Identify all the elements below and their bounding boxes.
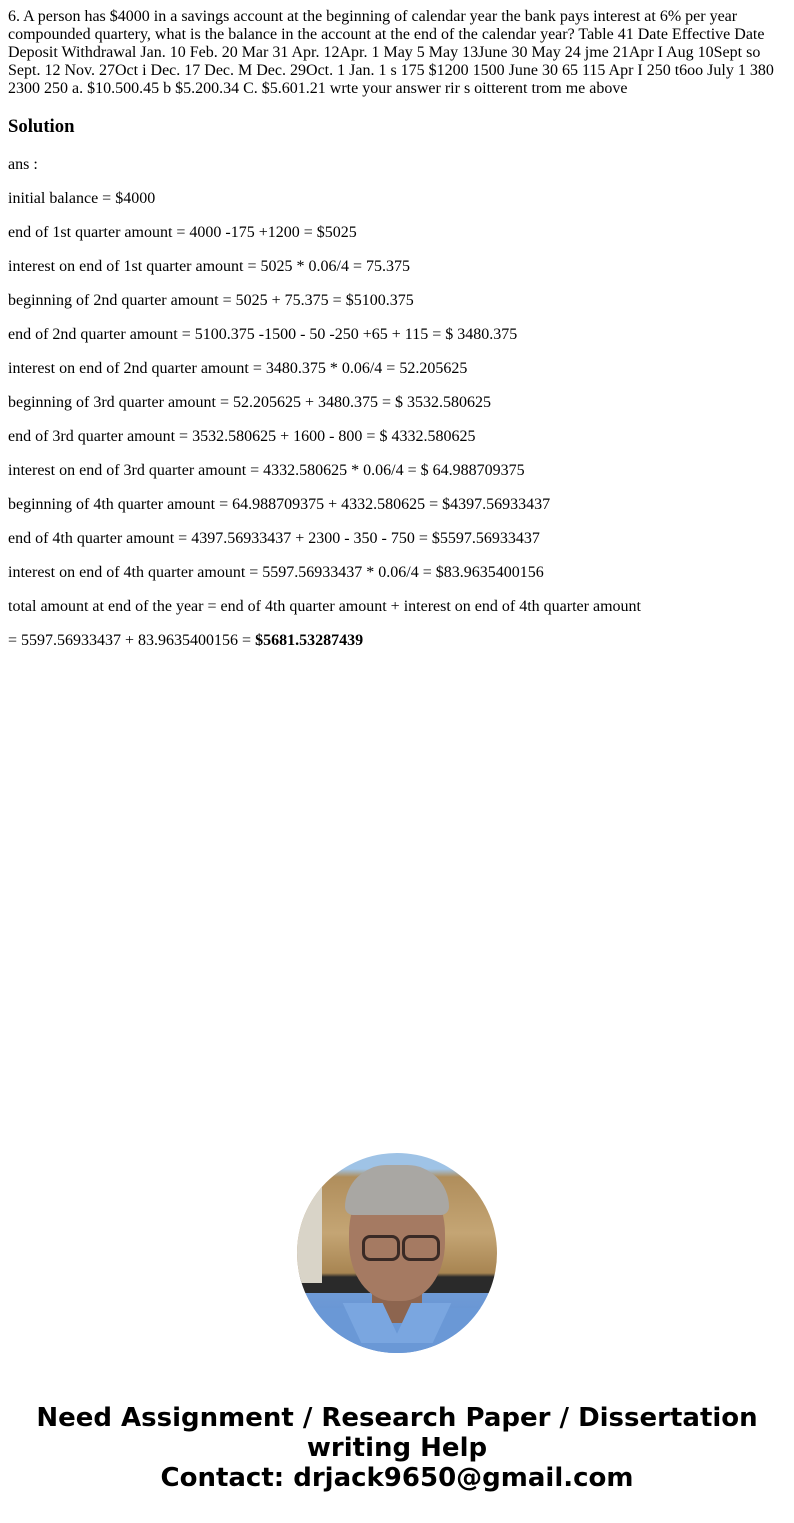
solution-heading: Solution xyxy=(8,116,75,137)
solution-line: beginning of 3rd quarter amount = 52.205625 + 3480.375 = $ 3532.580625 xyxy=(8,394,492,411)
solution-line: ans : xyxy=(8,156,38,173)
footer-contact: Contact: drjack9650@gmail.com xyxy=(160,1463,634,1493)
final-answer-line xyxy=(8,632,786,650)
glasses-lens-right xyxy=(402,1235,440,1261)
final-answer: $5681.53287439 xyxy=(255,632,364,649)
solution-line: interest on end of 1st quarter amount = 5025 * 0.06/4 = 75.375 xyxy=(8,258,410,275)
document-content xyxy=(0,0,794,650)
avatar xyxy=(297,1153,497,1353)
footer-line-1: Need Assignment / Research Paper / Dissertation xyxy=(36,1403,758,1433)
footer-line-2: writing Help xyxy=(306,1433,488,1463)
solution-line: beginning of 4th quarter amount = 64.988709375 + 4332.580625 = $4397.56933437 xyxy=(8,496,551,513)
glasses-icon xyxy=(362,1235,482,1263)
solution-line: end of 1st quarter amount = 4000 -175 +1200 = $5025 xyxy=(8,224,357,241)
avatar-hair xyxy=(345,1165,449,1215)
question-text: 6. A person has $4000 in a savings account at the beginning of calendar year the bank pays interest at 6% per year compounded quartery, what is the balance in the account at the end of the calendar year? Table 41 Date Effective Date Deposit Withdrawal Jan. 10 Feb. 20 Mar 31 Apr. 12Apr. 1 May 5 May 13June 30 May 24 jme 21Apr I Aug 10Sept so Sept. 12 Nov. 27Oct i Dec. 17 Dec. M Dec. 29Oct. 1 Jan. 1 s 175 $1200 1500 June 30 65 115 Apr I 250 t6oo July 1 380 2300 250 a. $10.500.45 b $5.200.34 C. $5.601.21 wrte your answer rir s oitterent trom me above xyxy=(8,8,774,97)
solution-line: interest on end of 4th quarter amount = 5597.56933437 * 0.06/4 = $83.9635400156 xyxy=(8,564,544,581)
solution-line: end of 3rd quarter amount = 3532.580625 + 1600 - 800 = $ 4332.580625 xyxy=(8,428,476,445)
solution-line: interest on end of 3rd quarter amount = 4332.580625 * 0.06/4 = $ 64.988709375 xyxy=(8,462,525,479)
solution-line: end of 2nd quarter amount = 5100.375 -1500 - 50 -250 +65 + 115 = $ 3480.375 xyxy=(8,326,518,343)
final-answer-prefix: = 5597.56933437 + 83.9635400156 = xyxy=(8,632,256,649)
solution-line: beginning of 2nd quarter amount = 5025 + 75.375 = $5100.375 xyxy=(8,292,414,309)
solution-line: initial balance = $4000 xyxy=(8,190,156,207)
contact-footer xyxy=(0,1403,794,1493)
solution-line: total amount at end of the year = end of 4th quarter amount + interest on end of 4th quarter amount xyxy=(8,598,641,615)
glasses-lens-left xyxy=(362,1235,400,1261)
avatar-background-wall xyxy=(297,1173,322,1283)
solution-line: interest on end of 2nd quarter amount = 3480.375 * 0.06/4 = 52.205625 xyxy=(8,360,468,377)
solution-body xyxy=(8,156,786,650)
solution-line: end of 4th quarter amount = 4397.56933437 + 2300 - 350 - 750 = $5597.56933437 xyxy=(8,530,540,547)
